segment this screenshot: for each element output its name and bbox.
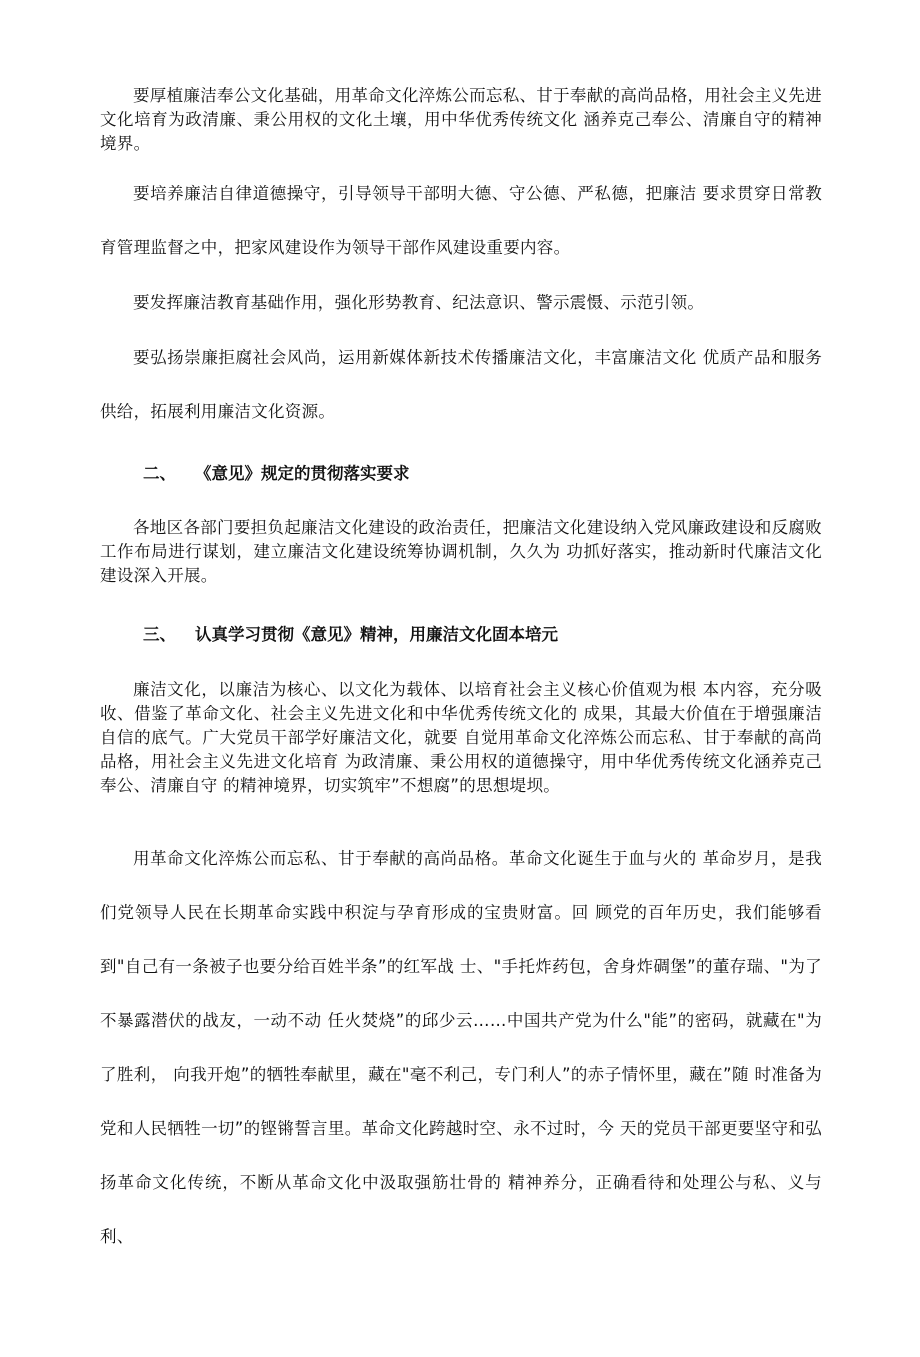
paragraph-education-role: 要发挥廉洁教育基础作用，强化形势教育、纪法意识、警示震慑、示范引领。 (133, 293, 705, 312)
section-heading-three (143, 623, 558, 647)
paragraph-integrity-culture: 廉洁文化，以廉洁为核心、以文化为载体、以培育社会主义核心价值观为根 本内容，充分吸收、借鉴了革命文化、社会主义先进文化和中华优秀传统文化的 成果，其最大价值在于增强廉洁自信的底气。广大党员干部学好廉洁文化，就要 自觉用革命文化淬炼公而忘私、甘于奉献的高尚品格，用社会主义先进文化培育 为政清廉、秉公用权的道德操守，用中华优秀传统文化涵养克己奉公、清廉自守 的精神境界，切实筑牢”不想腐”的思想堤坝。 (100, 680, 822, 795)
section-heading-two (143, 462, 410, 486)
paragraph-political-responsibility: 各地区各部门要担负起廉洁文化建设的政治责任，把廉洁文化建设纳入党风廉政建设和反腐败工作布局进行谋划，建立廉洁文化建设统筹协调机制，久久为 功抓好落实，推动新时代廉洁文化建设深入开展。 (100, 518, 822, 585)
section-title: 认真学习贯彻《意见》精神，用廉洁文化固本培元 (195, 625, 558, 644)
section-title: 《意见》规定的贯彻落实要求 (195, 464, 410, 483)
section-number: 三、 (143, 625, 176, 644)
paragraph-cultural-foundation: 要厚植廉洁奉公文化基础，用革命文化淬炼公而忘私、甘于奉献的高尚品格，用社会主义先进文化培育为政清廉、秉公用权的文化土壤，用中华优秀传统文化 涵养克己奉公、清廉自守的精神境界。 (100, 86, 822, 153)
paragraph-moral-integrity: 要培养廉洁自律道德操守，引导领导干部明大德、守公德、严私德，把廉洁 要求贯穿日常教育管理监督之中，把家风建设作为领导干部作风建设重要内容。 (100, 184, 822, 257)
paragraph-revolutionary-culture: 用革命文化淬炼公而忘私、甘于奉献的高尚品格。革命文化诞生于血与火的 革命岁月，是我们党领导人民在长期革命实践中积淀与孕育形成的宝贵财富。回 顾党的百年历史，我们能够看到"自己有一条被子也要分给百姓半条”的红军战 士、"手托炸药包，舍身炸碉堡”的董存瑞、"为了不暴露潜伏的战友，一动不动 任火焚烧”的邱少云……中国共产党为什么"能”的密码，就藏在"为了胜利， 向我开炮”的牺牲奉献里，藏在"毫不利己，专门利人”的赤子情怀里，藏在”随 时准备为党和人民牺牲一切”的铿锵誓言里。革命文化跨越时空、永不过时，今 天的党员干部更要坚守和弘扬革命文化传统，不断从革命文化中汲取强筋壮骨的 精神养分，正确看待和处理公与私、义与利、 (100, 849, 822, 1246)
paragraph-social-custom: 要弘扬崇廉拒腐社会风尚，运用新媒体新技术传播廉洁文化，丰富廉洁文化 优质产品和服务供给，拓展利用廉洁文化资源。 (100, 348, 822, 421)
section-number: 二、 (143, 464, 176, 483)
